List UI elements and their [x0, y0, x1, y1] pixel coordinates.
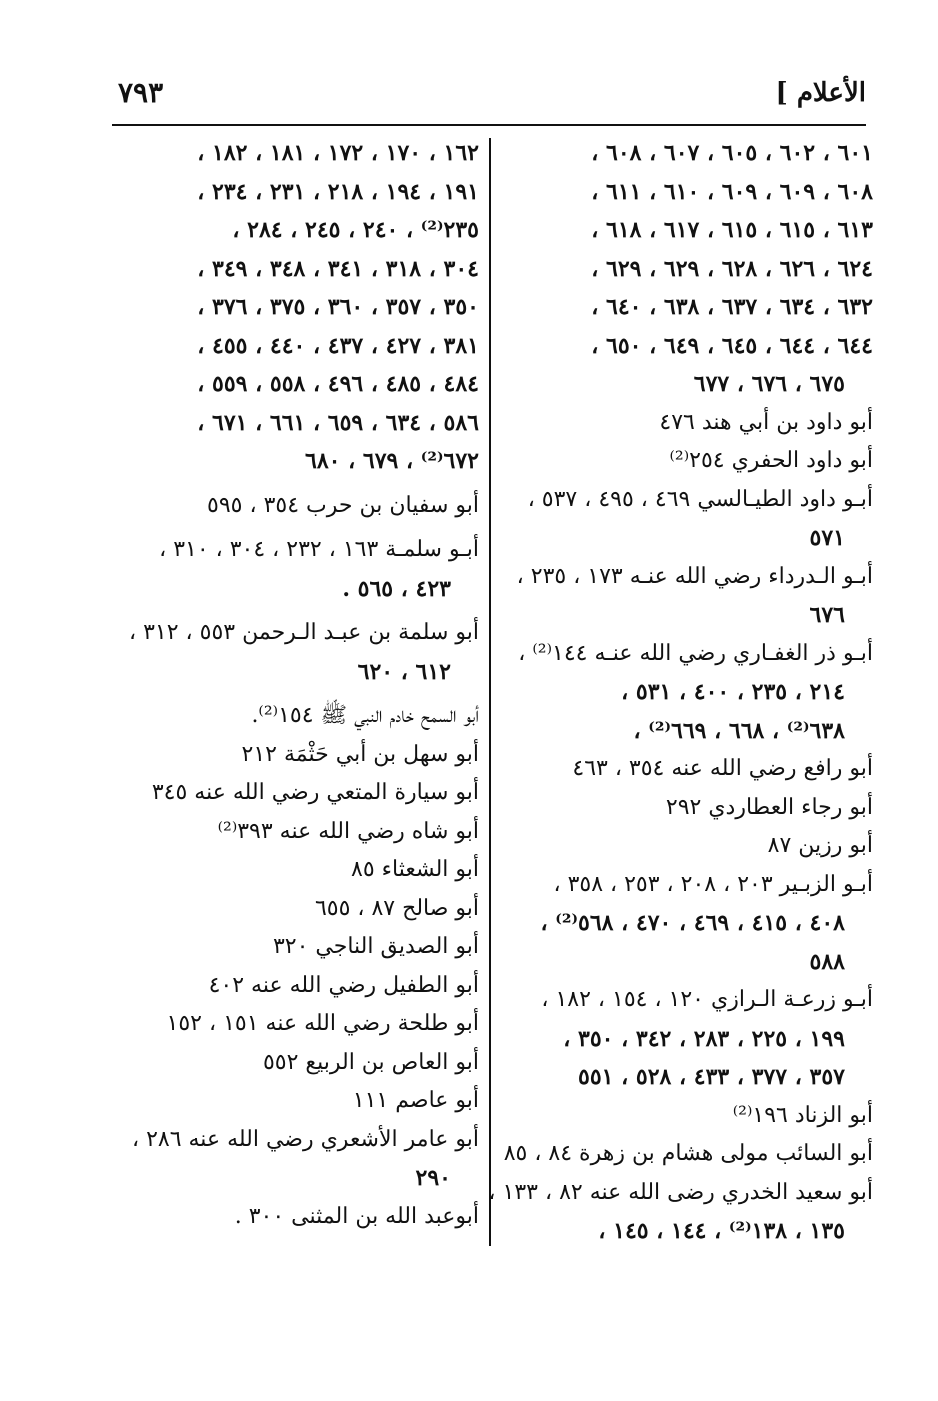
- index-line: ٦٧٢⁽²⁾ ، ٦٧٩ ، ٦٨٠: [305, 448, 479, 474]
- index-line: أبو الصديق الناجي ٣٢٠: [272, 934, 479, 959]
- index-line: أبو الشعثاء ٨٥: [351, 857, 479, 882]
- index-line: أبو داود بن أبي هند ٤٧٦: [659, 409, 873, 435]
- index-line: ١٩٩ ، ٢٢٥ ، ٢٨٣ ، ٣٤٢ ، ٣٥٠ ،: [563, 1025, 845, 1052]
- index-line: ٦١٣ ، ٦١٥ ، ٦١٥ ، ٦١٧ ، ٦١٨ ،: [591, 217, 873, 243]
- index-line: ٦٤٤ ، ٦٤٤ ، ٦٤٥ ، ٦٤٩ ، ٦٥٠ ،: [591, 332, 873, 359]
- index-line: أبو رجاء العطاردي ٢٩٢: [665, 794, 873, 820]
- index-line: ٢٣٥⁽²⁾ ، ٢٤٠ ، ٢٤٥ ، ٢٨٤ ،: [232, 217, 479, 243]
- index-line: أبو داود الحفري ٢٥٤⁽²⁾: [669, 448, 873, 473]
- index-line: ٣٥٠ ، ٣٥٧ ، ٣٦٠ ، ٣٧٥ ، ٣٧٦ ،: [197, 294, 479, 320]
- index-line: ٦١٢ ، ٦٢٠: [357, 658, 451, 685]
- index-line: ١٦٢ ، ١٧٠ ، ١٧٢ ، ١٨١ ، ١٨٢ ،: [197, 140, 479, 166]
- index-line: ٢١٤ ، ٢٣٥ ، ٤٠٠ ، ٥٣١ ،: [621, 679, 845, 705]
- index-line: أبـو الـدرداء رضي الله عنـه ١٧٣ ، ٢٣٥ ،: [516, 563, 873, 589]
- index-line: أبو السائب مولى هشام بن زهرة ٨٤ ، ٨٥: [503, 1141, 873, 1166]
- index-line: أبو سعيد الخدري رضى الله عنه ٨٢ ، ١٣٣ ،: [488, 1179, 873, 1205]
- index-line: أبو عاصم ١١١: [352, 1088, 479, 1113]
- index-line: ٦٧٥ ، ٦٧٦ ، ٦٧٧: [693, 371, 845, 397]
- index-line: أبوعبد الله بن المثنى ٣٠٠ .: [234, 1203, 479, 1229]
- index-line: أبـو سلمـة ١٦٣ ، ٢٣٢ ، ٣٠٤ ، ٣١٠ ،: [159, 537, 479, 562]
- index-line: ١٩١ ، ١٩٤ ، ٢١٨ ، ٢٣١ ، ٢٣٤ ،: [197, 178, 479, 205]
- right-column: [488, 134, 873, 1251]
- header-rule: [112, 124, 866, 126]
- running-title: الأعلام ]: [775, 78, 866, 108]
- index-line: أبو السمح خادم النبي ﷺ ١٥٤⁽²⁾.: [251, 703, 479, 728]
- index-line: أبو الزناد ١٩٦⁽²⁾: [732, 1102, 873, 1128]
- index-line: ٦٧٦: [809, 602, 845, 628]
- index-line: أبو صالح ٨٧ ، ٦٥٥: [314, 895, 479, 921]
- index-line: أبـو داود الطيـالسي ٤٦٩ ، ٤٩٥ ، ٥٣٧ ،: [527, 486, 873, 512]
- index-line: ٤٠٨ ، ٤١٥ ، ٤٦٩ ، ٤٧٠ ، ٥٦٨⁽²⁾ ،: [540, 910, 845, 936]
- index-line: ٢٩٠: [415, 1165, 451, 1191]
- column-divider: [489, 138, 491, 1246]
- index-line: أبـو ذر الغفـاري رضي الله عنـه ١٤٤⁽²⁾ ،: [518, 640, 873, 666]
- index-line: أبو الطفيل رضي الله عنه ٤٠٢: [208, 972, 479, 998]
- index-line: ٦٠٨ ، ٦٠٩ ، ٦٠٩ ، ٦١٠ ، ٦١١ ،: [591, 178, 873, 205]
- index-line: ٣٥٧ ، ٣٧٧ ، ٤٣٣ ، ٥٢٨ ، ٥٥١: [578, 1064, 845, 1090]
- index-line: أبو رزين ٨٧: [767, 833, 873, 858]
- index-line: ٤٨٤ ، ٤٨٥ ، ٤٩٦ ، ٥٥٨ ، ٥٥٩ ،: [197, 371, 479, 397]
- index-line: ٦٣٨⁽²⁾ ، ٦٦٨ ، ٦٦٩⁽²⁾ ،: [633, 717, 845, 744]
- index-line: ٦٠١ ، ٦٠٢ ، ٦٠٥ ، ٦٠٧ ، ٦٠٨ ،: [591, 140, 873, 166]
- page-header: [112, 70, 866, 114]
- index-line: ٦٣٢ ، ٦٣٤ ، ٦٣٧ ، ٦٣٨ ، ٦٤٠ ،: [591, 294, 873, 320]
- index-line: ١٣٥ ، ١٣٨⁽²⁾ ، ١٤٤ ، ١٤٥ ،: [598, 1218, 845, 1244]
- page-number: ٧٩٣: [118, 76, 164, 109]
- index-line: أبو طلحة رضي الله عنه ١٥١ ، ١٥٢: [166, 1011, 479, 1036]
- index-line: أبـو الزبـير ٢٠٣ ، ٢٠٨ ، ٢٥٣ ، ٣٥٨ ،: [553, 871, 873, 897]
- index-line: ٣٠٤ ، ٣١٨ ، ٣٤١ ، ٣٤٨ ، ٣٤٩ ،: [197, 255, 479, 282]
- left-column: [106, 134, 479, 1236]
- index-line: ٥٨٦ ، ٦٣٤ ، ٦٥٩ ، ٦٦١ ، ٦٧١ ،: [197, 409, 479, 436]
- index-line: ٦٢٤ ، ٦٢٦ ، ٦٢٨ ، ٦٢٩ ، ٦٢٩ ،: [591, 255, 873, 282]
- index-line: أبـو زرعـة الـرازي ١٢٠ ، ١٥٤ ، ١٨٢ ،: [541, 987, 873, 1012]
- index-line: أبو عامر الأشعري رضي الله عنه ٢٨٦ ،: [131, 1126, 479, 1152]
- index-line: أبو شاه رضي الله عنه ٣٩٣⁽²⁾: [217, 818, 479, 844]
- index-line: أبو العاص بن الربيع ٥٥٢: [262, 1049, 479, 1075]
- index-line: ٤٢٣ ، ٥٦٥ .: [342, 575, 451, 602]
- index-line: ٥٨٨: [809, 948, 845, 975]
- index-line: ٣٨١ ، ٤٢٧ ، ٤٣٧ ، ٤٤٠ ، ٤٥٥ ،: [197, 332, 479, 359]
- index-line: ٥٧١: [809, 525, 845, 551]
- index-line: أبو سيارة المتعي رضي الله عنه ٣٤٥: [151, 780, 479, 805]
- index-line: أبو سفيان بن حرب ٣٥٤ ، ٥٩٥: [207, 492, 479, 518]
- index-line: أبو سلمة بن عبـد الـرحمن ٥٥٣ ، ٣١٢ ،: [129, 620, 479, 645]
- index-line: أبو سهل بن أبي حَثْمَة ٢١٢: [241, 741, 479, 767]
- index-line: أبو رافع رضي الله عنه ٣٥٤ ، ٤٦٣: [572, 756, 873, 781]
